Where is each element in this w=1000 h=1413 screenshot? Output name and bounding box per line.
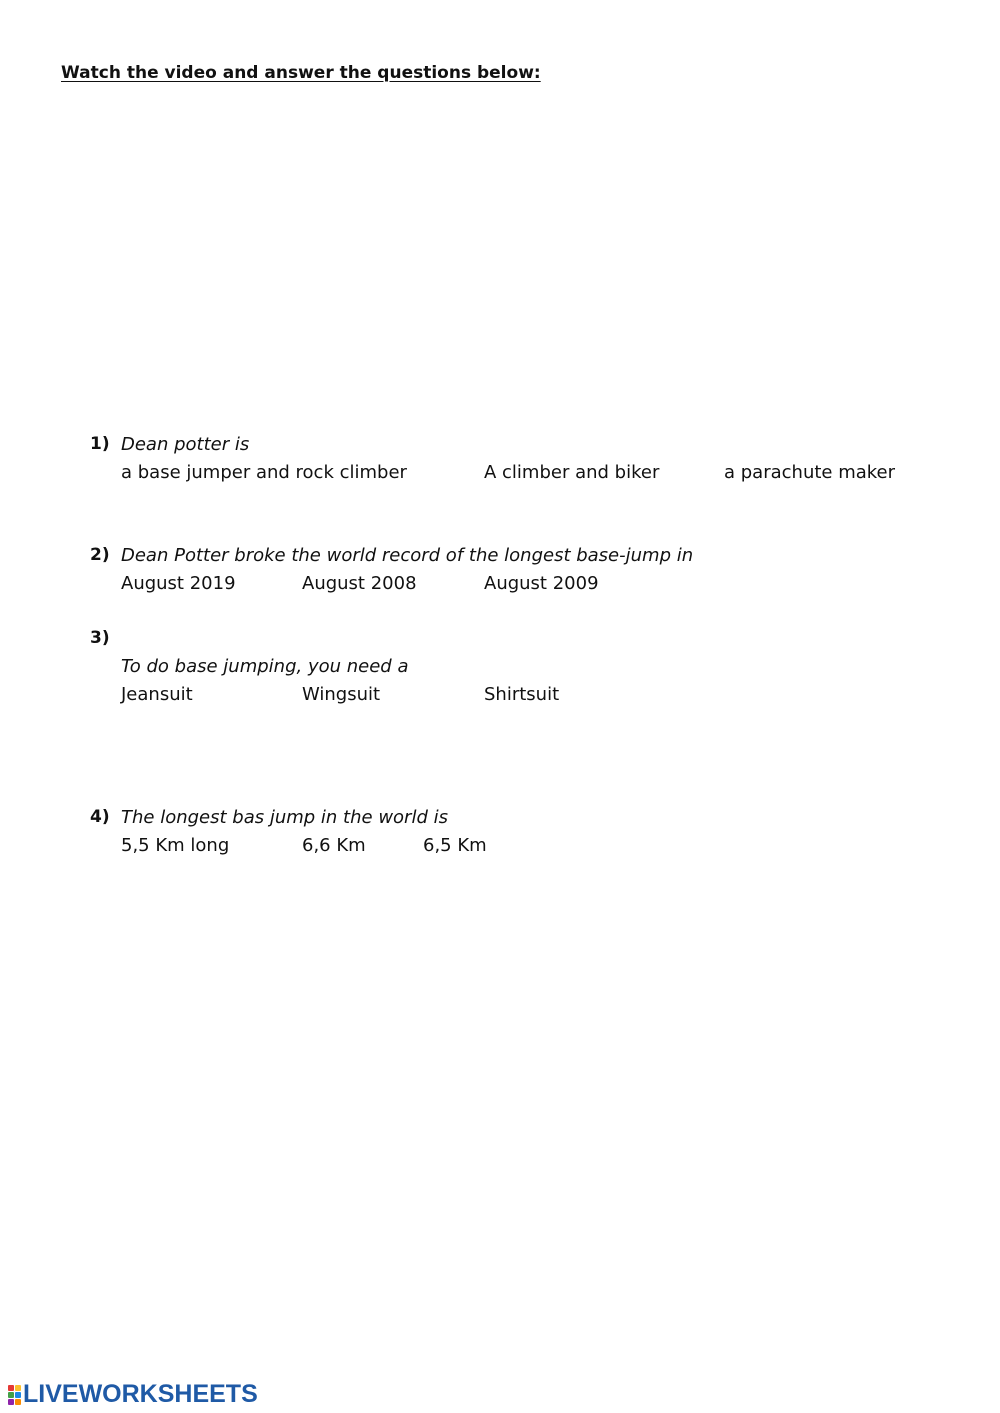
question-prompt: Dean potter is xyxy=(121,434,250,455)
answer-option[interactable]: August 2008 xyxy=(302,573,417,594)
question-2 xyxy=(0,545,1000,615)
answer-option[interactable]: Jeansuit xyxy=(121,684,193,705)
question-prompt: Dean Potter broke the world record of the longest base-jump in xyxy=(121,545,694,566)
answer-option[interactable]: A climber and biker xyxy=(484,462,660,483)
answer-option[interactable]: 5,5 Km long xyxy=(121,835,230,856)
question-number: 1) xyxy=(90,434,110,454)
logo-block xyxy=(8,1392,14,1398)
logo-block xyxy=(15,1385,21,1391)
answer-option[interactable]: a base jumper and rock climber xyxy=(121,462,407,483)
question-number: 3) xyxy=(90,628,110,648)
logo-block xyxy=(8,1385,14,1391)
logo-blocks-icon xyxy=(8,1385,21,1405)
answer-option[interactable]: Wingsuit xyxy=(302,684,381,705)
question-prompt: The longest bas jump in the world is xyxy=(121,807,448,828)
logo-block xyxy=(15,1399,21,1405)
answer-option[interactable]: August 2019 xyxy=(121,573,236,594)
logo-text: LIVEWORKSHEETS xyxy=(23,1380,258,1408)
question-4 xyxy=(0,807,1000,877)
answer-option[interactable]: a parachute maker xyxy=(724,462,896,483)
question-number: 4) xyxy=(90,807,110,827)
answer-option[interactable]: August 2009 xyxy=(484,573,599,594)
logo-block xyxy=(8,1399,14,1405)
liveworksheets-logo xyxy=(8,1380,258,1409)
question-3 xyxy=(0,628,1000,705)
question-prompt: To do base jumping, you need a xyxy=(121,656,409,677)
logo-block xyxy=(15,1392,21,1398)
page-heading: Watch the video and answer the questions below: xyxy=(61,63,541,83)
question-number: 2) xyxy=(90,545,110,565)
answer-option[interactable]: Shirtsuit xyxy=(484,684,560,705)
question-1 xyxy=(0,434,1000,504)
answer-option[interactable]: 6,6 Km xyxy=(302,835,366,856)
answer-option[interactable]: 6,5 Km xyxy=(423,835,487,856)
